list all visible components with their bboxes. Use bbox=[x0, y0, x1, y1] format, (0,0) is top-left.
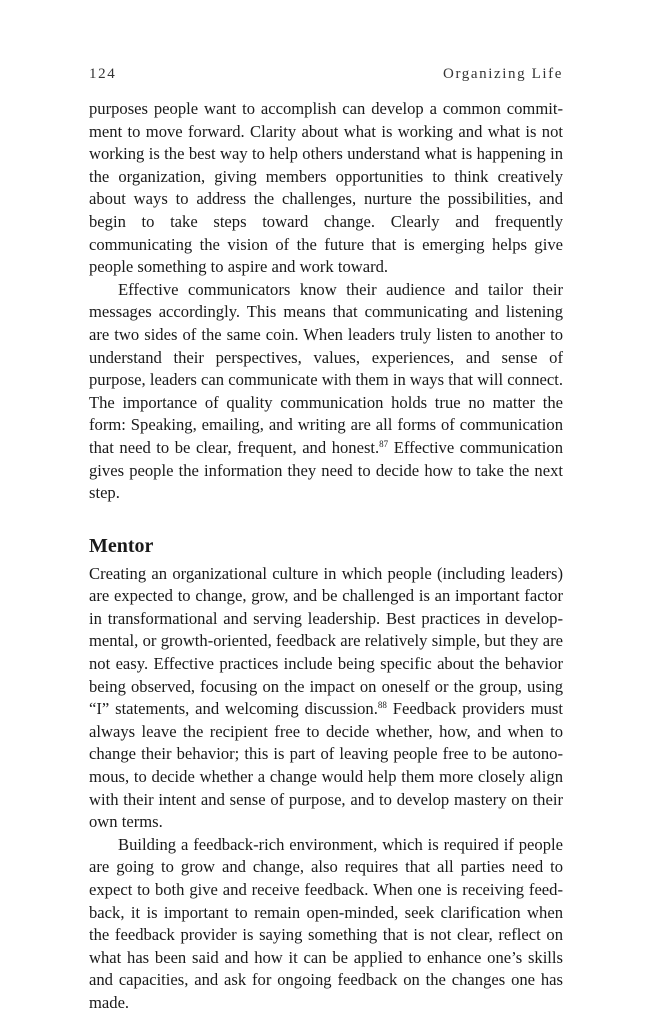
paragraph-text: Effective communicators know their audience and tailor their messages accordingly. This means that communicating and listening are two sides of the same coin. When leaders truly listen to another to understand their perspectives, values, experiences, and sense of purpose, leaders can communicate with them in ways that will connect. The importance of quality communication holds true no matter the form: Speaking, emailing, and writing are all forms of communication that need to be clear, frequent, and honest. bbox=[89, 279, 563, 457]
paragraph-text: Feedback providers must always leave the recipient free to decide whether, how, and when to change their behavior; this is part of leaving people free to be autono-mous, to decide whether a change would help them more closely align with their intent and sense of purpose, and to develop mastery on their own terms. bbox=[89, 699, 563, 832]
section-heading: Mentor bbox=[89, 534, 154, 557]
paragraph-communicators bbox=[89, 279, 563, 505]
footnote-ref[interactable]: 88 bbox=[377, 700, 387, 711]
running-title: Organizing Life bbox=[443, 66, 563, 82]
paragraph-continued: purposes people want to accomplish can develop a common commit-ment to move forward. Clarity about what is working and what is not working is the best way to help others understand what is happening in the organization, giving members opportunities to think creatively about ways to address the challenges, nurture the possibilities, and begin to take steps toward change. Clearly and frequently communicating the vision of the future that is emerging helps give people something to aspire and work toward. bbox=[89, 99, 563, 277]
book-page bbox=[89, 66, 563, 1015]
paragraph-culture bbox=[89, 563, 563, 834]
paragraph-feedback: Building a feedback-rich environment, which is required if people are going to grow and change, also requires that all parties need to expect to both give and receive feedback. When one is receiving feed-back, it is important to remain open-minded, seek clarification when the feedback provider is saying something that is not clear, reflect on what has been said and how it can be applied to enhance one’s skills and capacities, and ask for ongoing feedback on the changes one has made. bbox=[89, 834, 563, 1012]
page-number: 124 bbox=[89, 66, 117, 82]
body-text bbox=[89, 98, 563, 1015]
paragraph-text: Effective communication gives people the information they need to decide how to take the next step. bbox=[89, 437, 563, 503]
paragraph-text: Creating an organizational culture in which people (including leaders) are expected to change, grow, and be challenged is an important factor in transformational and serving leadership. Best practices in develop-mental, or growth-oriented, feedback are relatively simple, but they are not easy. Effective practices include being specific about the behavior being observed, focusing on the impact on oneself or the group, using “I” statements, and welcoming discussion. bbox=[89, 563, 563, 719]
running-header bbox=[89, 66, 563, 90]
footnote-ref[interactable]: 87 bbox=[379, 438, 389, 449]
